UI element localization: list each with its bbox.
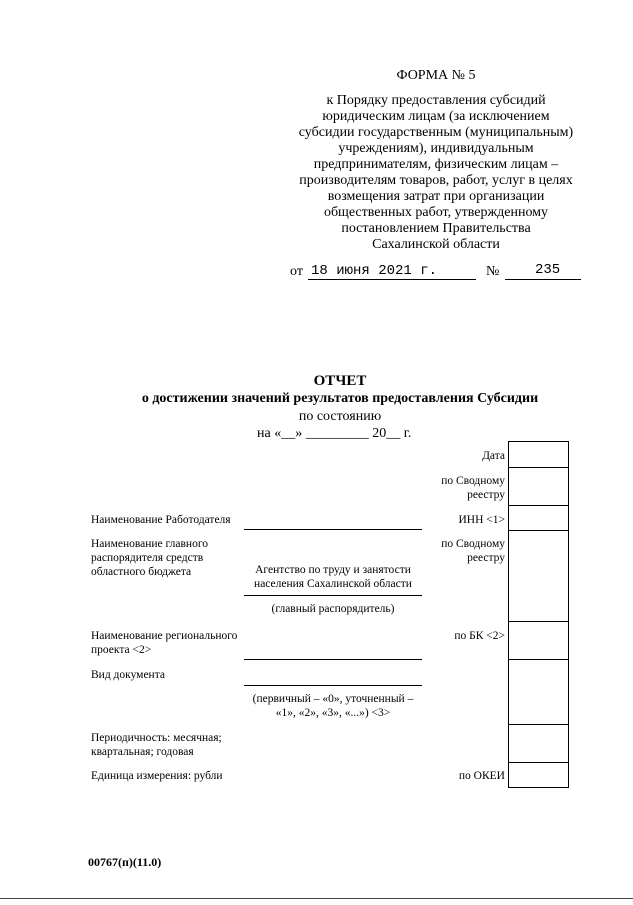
field-label-employer: Наименование Работодателя <box>91 514 231 526</box>
regional-project-line <box>244 659 422 660</box>
report-subtitle: о достижении значений результатов предоставления Субсидии <box>141 391 539 406</box>
report-title: ОТЧЕТ <box>313 373 367 389</box>
form-basis-line: постановлением Правительства <box>341 221 531 236</box>
codes-divider <box>509 724 568 725</box>
codes-divider <box>509 621 568 622</box>
codes-divider <box>509 659 568 660</box>
field-label-regional-project: Наименование регионального проекта <2> <box>91 630 238 656</box>
footer-form-code: 00767(п)(11.0) <box>88 855 162 869</box>
page-bottom-edge <box>0 898 633 899</box>
codes-column <box>508 441 569 788</box>
codes-divider <box>509 762 568 763</box>
field-label-unit: Единица измерения: рубли <box>91 770 223 782</box>
code-label-inn: ИНН <1> <box>458 514 505 526</box>
form-basis-line: общественных работ, утвержденному <box>323 205 549 220</box>
form-basis-line: юридическим лицам (за исключением <box>322 109 550 124</box>
main-manager-hint: (главный распорядитель) <box>271 603 395 615</box>
doc-type-hint: (первичный – «0», уточненный – «1», «2», «3», «...») <3> <box>252 693 414 719</box>
decree-number-label: № <box>486 264 500 279</box>
code-label-registry: по Сводному реестру <box>441 475 505 501</box>
report-date-line: на «__» _________ 20__ г. <box>257 426 412 441</box>
form-basis-line: возмещения затрат при организации <box>327 189 545 204</box>
field-label-doc-type: Вид документа <box>91 669 165 681</box>
decree-number-underline <box>505 279 581 280</box>
field-label-periodicity: Периодичность: месячная; квартальная; годовая <box>91 732 222 758</box>
form-basis <box>285 93 587 253</box>
form-basis-line: Сахалинской области <box>372 237 500 252</box>
decree-from-label: от <box>290 264 303 279</box>
decree-number: 235 <box>535 262 561 278</box>
doc-type-line <box>244 685 422 686</box>
code-label-registry-2: по Сводному реестру <box>441 538 505 564</box>
main-manager-line <box>244 595 422 596</box>
form-basis-line: субсидии государственным (муниципальным) <box>298 125 574 140</box>
codes-divider <box>509 467 568 468</box>
form-basis-line: учреждениям), индивидуальным <box>338 141 534 156</box>
code-label-bk: по БК <2> <box>454 630 505 642</box>
decree-date-underline <box>308 279 476 280</box>
codes-divider <box>509 505 568 506</box>
form-basis-line: предпринимателям, физическим лицам – <box>313 157 559 172</box>
codes-divider <box>509 530 568 531</box>
report-state-label: по состоянию <box>298 409 382 424</box>
form-basis-line: производителям товаров, работ, услуг в целях <box>299 173 573 188</box>
main-manager-value: Агентство по труду и занятости населения Сахалинской области <box>254 564 412 590</box>
field-label-main-manager: Наименование главного распорядителя средств областного бюджета <box>91 538 209 578</box>
form-basis-line: к Порядку предоставления субсидий <box>326 93 546 108</box>
code-label-okei: по ОКЕИ <box>458 770 505 782</box>
code-label-date: Дата <box>482 450 505 462</box>
form-title: ФОРМА № 5 <box>396 68 476 83</box>
employer-field-line <box>244 529 422 530</box>
decree-date: 18 июня 2021 г. <box>311 263 438 279</box>
